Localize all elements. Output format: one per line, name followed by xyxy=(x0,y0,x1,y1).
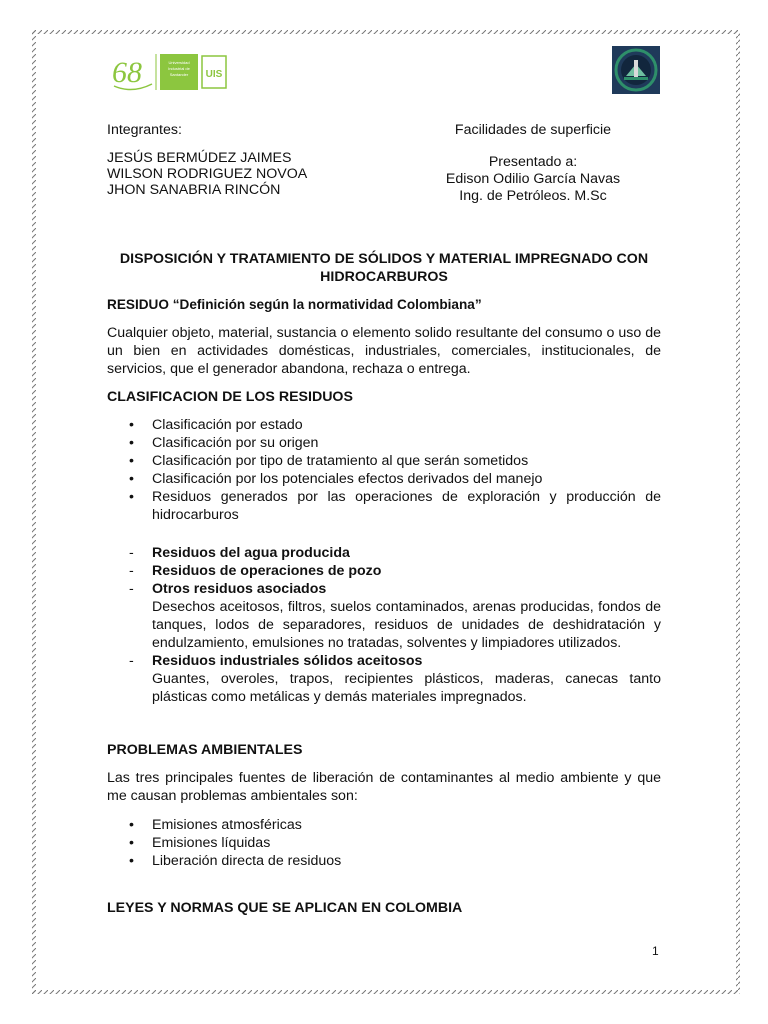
sub-item-title: Residuos del agua producida xyxy=(152,545,350,561)
svg-text:Industrial de: Industrial de xyxy=(168,66,190,71)
problemas-list xyxy=(107,816,661,870)
list-item: • Clasificación por estado xyxy=(129,417,303,433)
sub-item-title: Otros residuos asociados xyxy=(152,581,327,597)
member-name: WILSON RODRIGUEZ NOVOA xyxy=(107,166,308,182)
integrantes-label: Integrantes: xyxy=(107,122,182,138)
professor-title: Ing. de Petróleos. M.Sc xyxy=(459,188,607,204)
list-item-text: Clasificación por los potenciales efectos derivados del manejo xyxy=(152,471,543,487)
list-item-text: Clasificación por estado xyxy=(152,417,303,433)
list-item: • Emisiones atmosféricas xyxy=(129,817,302,833)
list-item: • Clasificación por su origen xyxy=(129,435,319,451)
residuo-definition: Cualquier objeto, material, sustancia o elemento solido resultante del consumo o uso de un bien en actividades domésticas, industriales, comerciales, institucionales, de servicios, que el generador abandona, rechaza o entrega. xyxy=(107,325,661,377)
list-item-text: Emisiones líquidas xyxy=(152,835,271,851)
list-item: • Clasificación por los potenciales efectos derivados del manejo xyxy=(129,471,543,487)
list-item-text: Liberación directa de residuos xyxy=(152,853,342,869)
professor-name: Edison Odilio García Navas xyxy=(445,171,621,187)
sub-item-description: Desechos aceitosos, filtros, suelos contaminados, arenas producidas, fondos de tanques, lodos de separadores, residuos de unidades de deshidratación y endulzamiento, emulsiones no tratadas, solventes y limpiadores utilizados. xyxy=(152,599,661,651)
svg-text:Universidad: Universidad xyxy=(168,60,190,65)
logo-uis-badge: UIS xyxy=(205,69,223,80)
sub-item: - Residuos de operaciones de pozo xyxy=(107,562,661,580)
clasificacion-list xyxy=(107,416,661,524)
residuo-heading: RESIDUO “Definición según la normatividad Colombiana” xyxy=(107,297,482,312)
problemas-heading: PROBLEMAS AMBIENTALES xyxy=(107,742,303,758)
sub-item: - Residuos industriales sólidos aceitosos Guantes, overoles, trapos, recipientes plásticos, maderas, canecas tanto plásticas como metálicas y demás materiales impregnados. xyxy=(129,653,661,705)
petroleum-logo-icon xyxy=(612,46,660,94)
list-item-text: Residuos generados por las operaciones de exploración y producción de hidrocarburos xyxy=(152,489,661,523)
course-name: Facilidades de superficie xyxy=(454,122,612,138)
svg-text:Santander: Santander xyxy=(169,72,189,77)
logo-68-text: 68 xyxy=(112,56,142,89)
list-item: • Residuos generados por las operaciones de exploración y producción de hidrocarburos xyxy=(129,489,661,523)
list-item: • Liberación directa de residuos xyxy=(129,853,342,869)
sub-item-title: Residuos de operaciones de pozo xyxy=(152,563,382,579)
page-number: 1 xyxy=(652,944,659,958)
residuos-sublist xyxy=(107,544,661,706)
list-item-text: Clasificación por tipo de tratamiento al que serán sometidos xyxy=(152,453,529,469)
sub-item-description: Guantes, overoles, trapos, recipientes plásticos, maderas, canecas tanto plásticas como metálicas y demás materiales impregnados. xyxy=(152,671,661,705)
member-name: JESÚS BERMÚDEZ JAIMES xyxy=(107,150,292,166)
sub-item: - Residuos del agua producida xyxy=(107,544,661,562)
presented-to-label: Presentado a: xyxy=(488,154,578,170)
sub-item-title: Residuos industriales sólidos aceitosos xyxy=(152,653,423,669)
member-name: JHON SANABRIA RINCÓN xyxy=(107,182,281,198)
sub-item: - Otros residuos asociados Desechos aceitosos, filtros, suelos contaminados, arenas producidas, fondos de tanques, lodos de separadores, residuos de unidades de deshidratación y endulzamiento, emulsiones no tratadas, solventes y limpiadores utilizados. xyxy=(129,581,661,651)
list-item: • Emisiones líquidas xyxy=(129,835,271,851)
uis-logo xyxy=(108,48,228,96)
problemas-text: Las tres principales fuentes de liberación de contaminantes al medio ambiente y que me causan problemas ambientales son: xyxy=(107,770,661,804)
document-title: DISPOSICIÓN Y TRATAMIENTO DE SÓLIDOS Y MATERIAL IMPREGNADO CON HIDROCARBUROS xyxy=(119,251,649,285)
list-item-text: Clasificación por su origen xyxy=(152,435,319,451)
list-item-text: Emisiones atmosféricas xyxy=(152,817,302,833)
clasificacion-heading: CLASIFICACION DE LOS RESIDUOS xyxy=(107,389,353,405)
list-item: • Clasificación por tipo de tratamiento al que serán sometidos xyxy=(129,453,529,469)
leyes-heading: LEYES Y NORMAS QUE SE APLICAN EN COLOMBIA xyxy=(107,900,463,916)
